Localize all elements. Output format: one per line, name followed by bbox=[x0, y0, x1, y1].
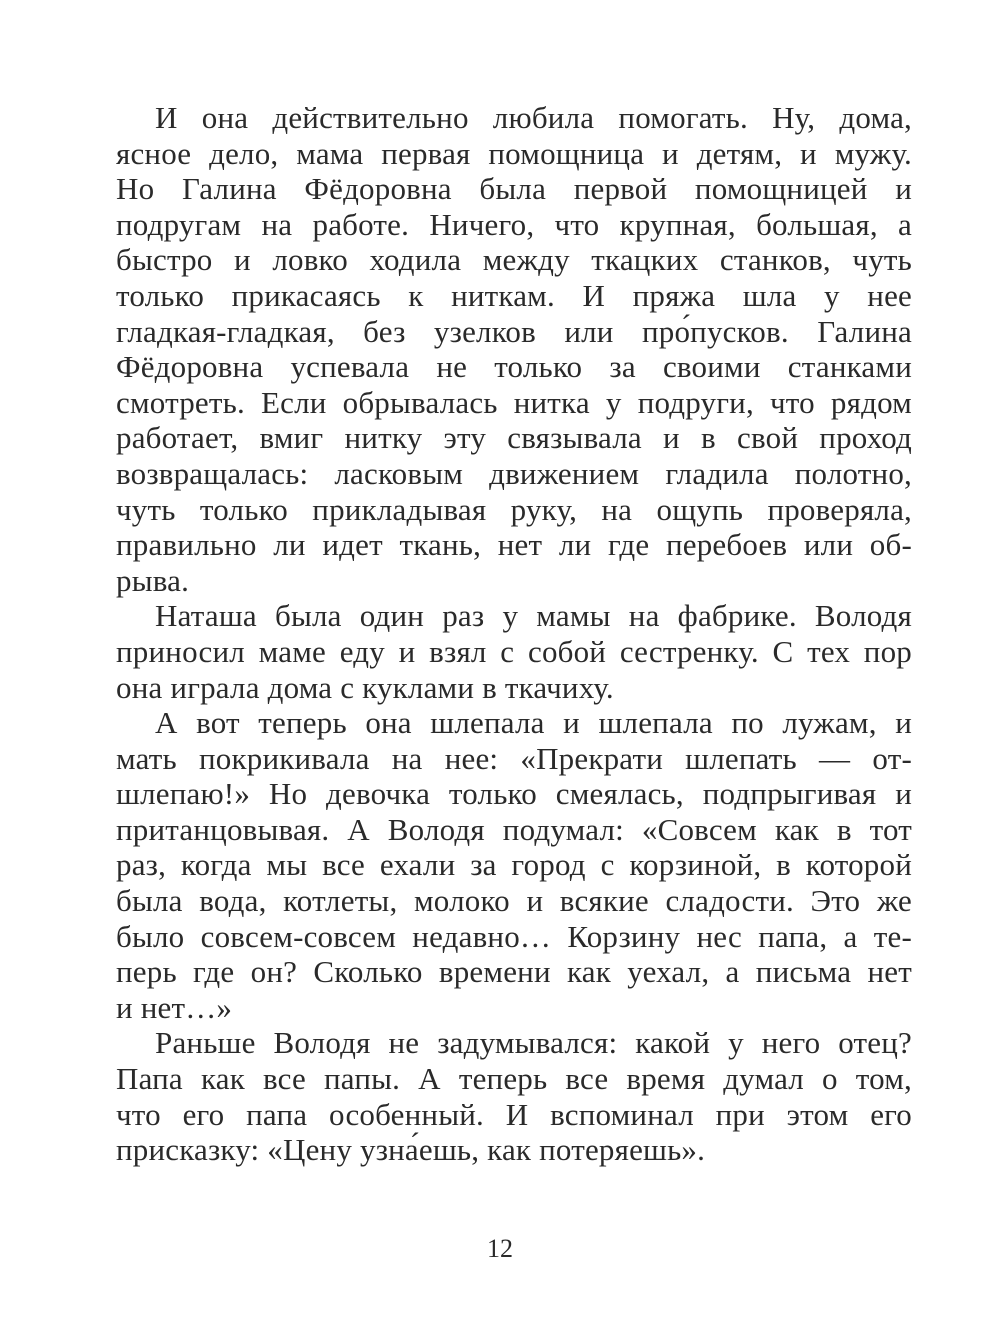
page-number: 12 bbox=[487, 1234, 513, 1263]
text-line: она играла дома с куклами в ткачиху. bbox=[116, 669, 614, 705]
body-text bbox=[116, 100, 912, 1168]
text-line: только прикасаясь к ниткам. И пряжа шла у нее bbox=[116, 277, 912, 313]
text-line: было совсем-совсем недавно… Корзину нес папа, а те- bbox=[116, 918, 912, 954]
text-line: подругам на работе. Ничего, что крупная, большая, а bbox=[116, 206, 912, 242]
text-line: гладкая-гладкая, без узелков или про́пусков. Галина bbox=[116, 313, 912, 349]
text-line: правильно ли идет ткань, нет ли где перебоев или об- bbox=[116, 527, 912, 563]
text-line: смотреть. Если обрывалась нитка у подруги, что рядом bbox=[116, 384, 912, 420]
text-line: была вода, котлеты, молоко и всякие сладости. Это же bbox=[116, 883, 912, 919]
text-line: быстро и ловко ходила между ткацких станков, чуть bbox=[116, 242, 912, 278]
text-line: что его папа особенный. И вспоминал при этом его bbox=[116, 1096, 912, 1132]
text-line: Но Галина Фёдоровна была первой помощницей и bbox=[116, 171, 912, 207]
text-line: Фёдоровна успевала не только за своими станками bbox=[116, 349, 912, 385]
text-line: Папа как все папы. А теперь все время думал о том, bbox=[116, 1061, 912, 1097]
text-line: И она действительно любила помогать. Ну, дома, bbox=[155, 100, 912, 135]
text-line: мать покрикивала на нее: «Прекрати шлепать — от- bbox=[116, 740, 912, 776]
text-line: ясное дело, мама первая помощница и детям, и мужу. bbox=[116, 135, 912, 171]
text-line: пританцовывая. А Володя подумал: «Совсем как в тот bbox=[116, 811, 912, 847]
text-line: Раньше Володя не задумывался: какой у него отец? bbox=[155, 1025, 912, 1061]
text-line: шлепаю!» Но девочка только смеялась, подпрыгивая и bbox=[116, 776, 912, 812]
text-line: рыва. bbox=[116, 562, 190, 598]
text-line: Наташа была один раз у мамы на фабрике. Володя bbox=[155, 598, 912, 634]
text-line: чуть только прикладывая руку, на ощупь проверяла, bbox=[116, 491, 912, 527]
text-line: возвращалась: ласковым движением гладила полотно, bbox=[116, 455, 912, 491]
text-line: раз, когда мы все ехали за город с корзиной, в которой bbox=[116, 847, 912, 883]
text-line: и нет…» bbox=[116, 989, 233, 1025]
text-line: присказку: «Цену узна́ешь, как потеряешь». bbox=[116, 1132, 706, 1168]
text-line: приносил маме еду и взял с собой сестренку. С тех пор bbox=[116, 633, 912, 669]
text-line: А вот теперь она шлепала и шлепала по лужам, и bbox=[155, 705, 912, 741]
text-line: работает, вмиг нитку эту связывала и в свой проход bbox=[116, 420, 912, 456]
text-line: перь где он? Сколько времени как уехал, а письма нет bbox=[116, 954, 912, 990]
